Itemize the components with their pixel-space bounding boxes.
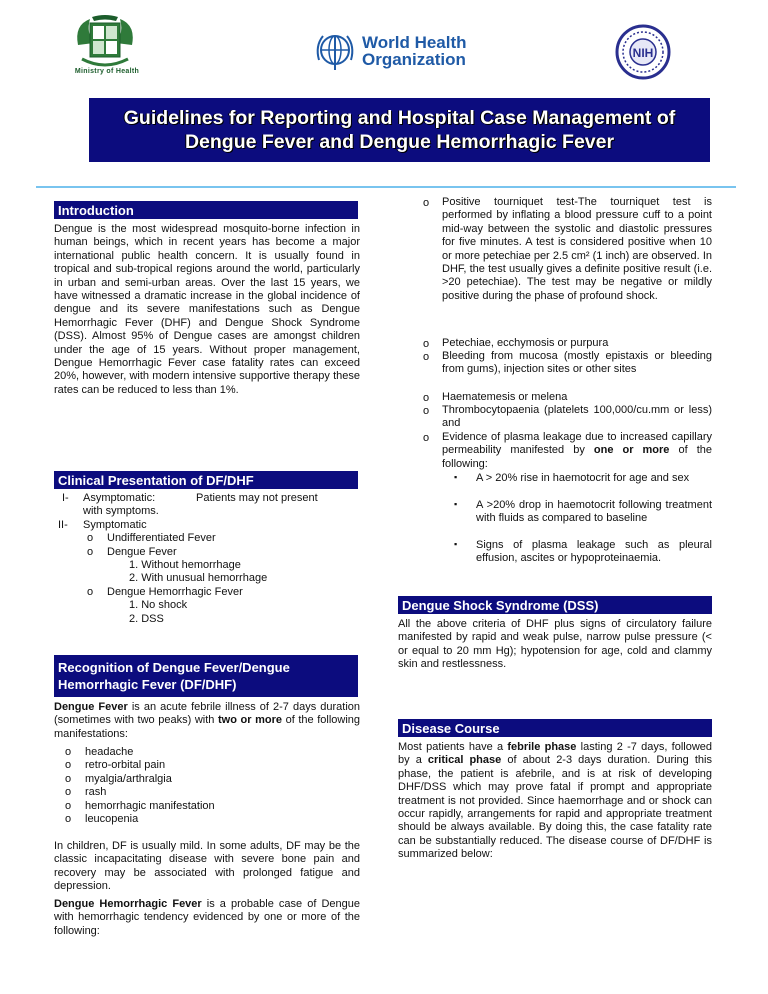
who-line-2: Organization <box>362 50 466 69</box>
title-line-1: Guidelines for Reporting and Hospital Case Management of <box>123 107 676 129</box>
children-paragraph: In children, DF is usually mild. In some adults, DF may be the classic incapacitating disease with severe bone pain and recovery may be associated with prolonged fatigue and depression. <box>54 840 360 893</box>
df-manifestations <box>54 746 360 826</box>
intro-heading: Introduction <box>54 201 358 219</box>
list-item: myalgia/arthralgia <box>85 772 172 785</box>
roman-one: I- <box>62 492 69 504</box>
clinical-heading: Clinical Presentation of DF/DHF <box>54 471 358 489</box>
plasma-text-2: of the following: <box>442 444 712 470</box>
bleeding-criterion <box>442 350 712 377</box>
plasma-sub-item: Signs of plasma leakage such as pleural effusion, ascites or hypoproteinaemia. <box>476 539 712 565</box>
dengue-hemorrhagic-fever: Dengue Hemorrhagic Fever <box>107 585 243 598</box>
dhf-term: Dengue Hemorrhagic Fever <box>54 898 202 910</box>
recognition-heading-line-1: Recognition of Dengue Fever/Dengue <box>58 660 290 675</box>
df-text-1: is an acute febrile illness of 2-7 days duration (sometimes with two peaks) with <box>54 701 361 727</box>
recognition-heading <box>54 655 358 697</box>
bullet-circle: o <box>65 799 72 812</box>
plasma-sub-item: A >20% drop in haemotocrit following treatment with fluids as compared to baseline <box>476 499 712 525</box>
disease-course-body <box>398 741 712 862</box>
who-line-1: World Health <box>362 33 467 52</box>
list-item: rash <box>85 786 107 799</box>
divider <box>36 186 736 188</box>
bullet-circle: o <box>87 545 94 558</box>
asymptomatic-desc: Patients may not present <box>196 492 318 504</box>
course-text-1: Most patients have a <box>398 741 508 753</box>
nih-emblem <box>612 22 674 82</box>
bullet-circle: o <box>65 772 72 785</box>
dengue-fever: Dengue Fever <box>107 545 177 558</box>
title-banner <box>89 98 710 162</box>
bullet-circle: o <box>423 197 430 209</box>
asymptomatic-desc-cont: with symptoms. <box>83 505 159 518</box>
title-line-2: Dengue Fever and Dengue Hemorrhagic Fever <box>184 131 615 153</box>
bullet-circle: o <box>65 759 72 772</box>
df-text-2: of the following manifestations: <box>54 714 361 740</box>
tourniquet-criterion: Positive tourniquet test-The tourniquet test is performed by inflating a blood pressure cuff to a point mid-way between the systolic and diastolic pressures for five minutes. A test is considered positive when 10 or more petechiae per 2.5 cm² (1 inch) are observed. In DHF, the test usually gives a definite positive result (i.e. >20 petechiae). The test may be negative or mildly positive during the phase of profound shock. <box>442 196 712 302</box>
plasma-bold: one or more <box>593 444 670 457</box>
symptomatic-label: Symptomatic <box>83 518 147 531</box>
critical-phase: critical phase <box>427 754 502 767</box>
thrombocytopaenia-criterion: Thrombocytopaenia (platelets 100,000/cu.mm or less) and <box>442 404 712 430</box>
who-emblem <box>313 30 357 74</box>
bullet-circle: o <box>65 746 72 758</box>
bullet-circle: o <box>87 532 94 545</box>
intro-body: Dengue is the most widespread mosquito-borne infection in human beings, which in recent years has become a major international public health concern. It is usually found in tropical and sub-tropical regions around the world, particularly in urban and semi-urban areas. Over the last 15 years, we have witnessed a dramatic increase in the global incidence of dengue and its severe manifestations such as Dengue Hemorrhagic Fever (DHF) and Dengue Shock Syndrome (DSS). Almost 95% of Dengue cases are amongst children under the age of 15 years. Without proper management, Dengue Hemorrhagic Fever case fatality rates can exceed 20%, however, with modern intensive supportive therapy these rates can be reduced to less than 1%. <box>54 223 360 396</box>
roman-two: II- <box>58 518 68 531</box>
dss-heading: Dengue Shock Syndrome (DSS) <box>398 596 712 614</box>
nih-letters: NIH <box>632 46 654 60</box>
ministry-of-health-text: Ministry of Health <box>74 68 140 75</box>
dss: 2. DSS <box>129 612 164 625</box>
petechiae-text: Petechiae, ecchymosis or purpura <box>442 337 609 349</box>
undifferentiated-fever: Undifferentiated Fever <box>107 532 216 545</box>
with-unusual-hemorrhage: 2. With unusual hemorrhage <box>129 572 268 585</box>
clinical-list <box>54 492 360 626</box>
bullet-square: ▪ <box>454 539 458 549</box>
plasma-text: Evidence of plasma leakage due to increased capillary permeability manifested by <box>442 431 712 457</box>
plasma-leakage-criterion <box>442 431 712 471</box>
without-hemorrhage: 1. Without hemorrhage <box>129 558 241 571</box>
course-text-2: lasting 2 -7 days, followed by a <box>398 741 713 767</box>
petechiae-criterion <box>442 337 712 350</box>
bullet-circle: o <box>423 351 430 363</box>
list-item: hemorrhagic manifestation <box>85 799 215 812</box>
list-item: headache <box>85 746 134 758</box>
febrile-phase: febrile phase <box>507 741 577 753</box>
no-shock: 1. No shock <box>129 599 188 612</box>
recognition-heading-line-2: Hemorrhagic Fever (DF/DHF) <box>58 677 237 692</box>
bullet-circle: o <box>423 432 430 444</box>
dhf-definition <box>54 898 360 938</box>
list-item: leucopenia <box>85 812 139 825</box>
haematemesis-text: Haematemesis or melena <box>442 391 568 403</box>
bullet-circle: o <box>423 405 430 417</box>
bullet-circle: o <box>65 786 72 799</box>
bullet-circle: o <box>87 585 94 598</box>
dengue-fever-definition <box>54 701 360 741</box>
df-bold: two or more <box>218 714 282 727</box>
haematemesis-criterion <box>442 391 712 404</box>
bullet-circle: o <box>423 338 430 350</box>
bullet-circle: o <box>65 812 72 825</box>
course-text-3: of about 2-3 days duration. During this phase, the patient is afebrile, and is at risk of developing DHF/DSS which may prove fatal if prompt and appropriate treatment is not provided. Since haemorrhage and or shock can occur rapidly, arrangements for rapid and appropriate treatment should be always available. By doing this, the case fatality rate can be substantially reduced. The disease course of DF/DHF is summarized below: <box>398 754 712 861</box>
df-term: Dengue Fever <box>54 701 128 713</box>
bullet-circle: o <box>423 392 430 404</box>
asymptomatic-label: Asymptomatic: <box>83 492 156 504</box>
dhf-text: is a probable case of Dengue with hemorrhagic tendency evidenced by one or more of the following: <box>54 898 360 937</box>
bullet-square: ▪ <box>454 499 458 509</box>
list-item: retro-orbital pain <box>85 759 166 772</box>
bleeding-text: Bleeding from mucosa (mostly epistaxis or bleeding from gums), injection sites or other sites <box>442 350 712 376</box>
plasma-sub-item: A > 20% rise in haemotocrit for age and sex <box>476 472 690 484</box>
who-wordmark <box>362 34 467 68</box>
bullet-square: ▪ <box>454 472 458 482</box>
disease-course-heading: Disease Course <box>398 719 712 737</box>
dss-body: All the above criteria of DHF plus signs of circulatory failure manifested by rapid and weak pulse, narrow pulse pressure (< or equal to 20 mm Hg); hypotension for age, cold and clammy skin and restlessness. <box>398 618 712 671</box>
